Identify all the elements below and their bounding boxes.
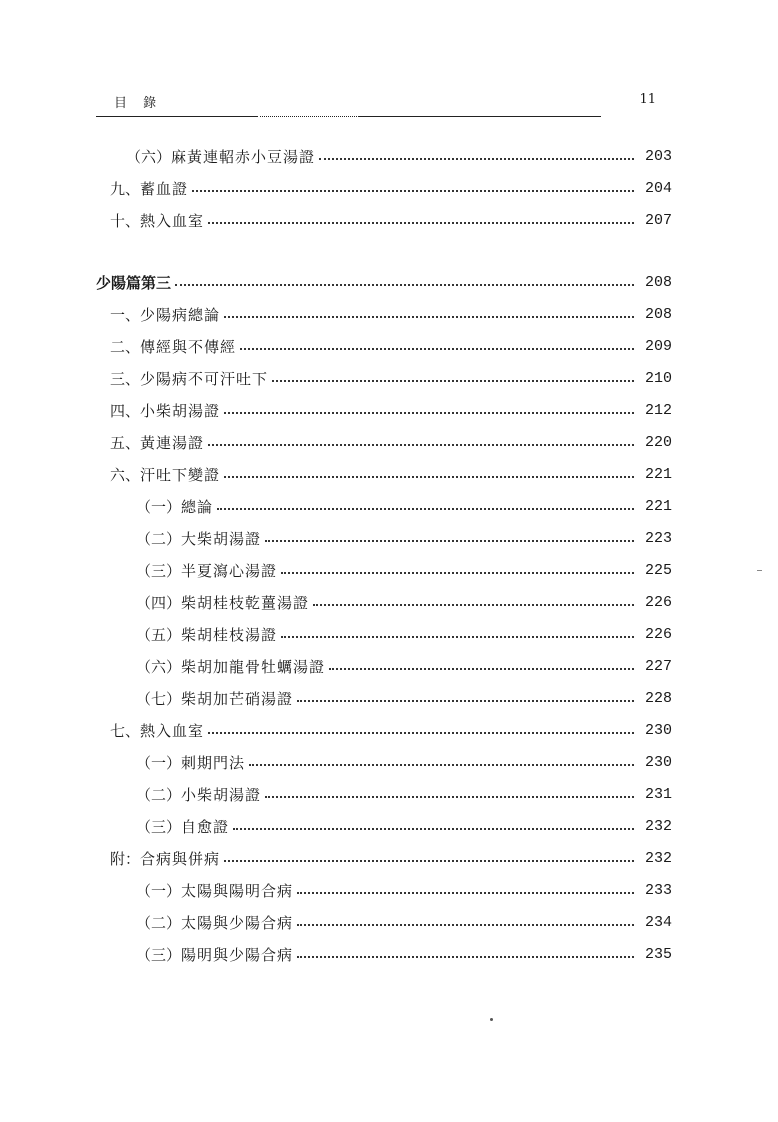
toc-entry-number: （三） [136,561,182,580]
toc-entry-page: 221 [644,465,672,483]
toc-entry-page: 231 [644,785,672,803]
toc-entry-title: 柴胡加龍骨牡蠣湯證 [181,657,326,676]
dot-leader [192,190,634,192]
toc-entry-page: 203 [644,147,672,165]
toc-entry-page: 235 [644,945,672,963]
toc-entry[interactable] [96,906,672,938]
toc-entry-page: 209 [644,337,672,355]
toc-entry-number: （六） [136,657,182,676]
toc-entry-number: 二、 [110,337,141,356]
dot-leader [233,828,634,830]
toc-entry-number: （二） [136,529,182,548]
toc-entry-number: （四） [136,593,182,612]
toc-entry-page: 232 [644,849,672,867]
toc-entry[interactable] [96,140,672,172]
table-of-contents [96,140,672,970]
toc-entry-page: 208 [644,273,672,291]
toc-entry[interactable] [96,490,672,522]
header-rule-gap [258,116,358,117]
toc-entry-number: 一、 [110,305,141,324]
dot-leader [297,892,634,894]
toc-entry[interactable] [96,650,672,682]
toc-entry-title: 大柴胡湯證 [181,529,262,548]
dot-leader [224,412,634,414]
toc-entry[interactable] [96,522,672,554]
toc-entry-number: 十、 [110,211,141,230]
toc-entry[interactable] [96,362,672,394]
dot-leader [265,540,634,542]
dot-leader [175,284,634,286]
toc-entry-number: 九、 [110,179,141,198]
dot-leader [249,764,634,766]
toc-entry-page: 208 [644,305,672,323]
toc-entry-number: 七、 [110,721,141,740]
toc-entry-page: 220 [644,433,672,451]
dot-leader [281,572,634,574]
dot-leader [224,860,634,862]
toc-entry-title: 合病與併病 [140,849,221,868]
toc-entry-page: 227 [644,657,672,675]
toc-entry-number: （一） [136,881,182,900]
toc-entry[interactable] [96,394,672,426]
toc-entry[interactable] [96,172,672,204]
running-header [96,92,666,114]
dot-leader [208,444,634,446]
toc-entry-page: 233 [644,881,672,899]
toc-entry-title: 少陽病總論 [140,305,221,324]
toc-entry-title: 汗吐下變證 [140,465,221,484]
toc-entry-number: 附： [110,849,141,868]
toc-entry-number: （一） [136,753,182,772]
toc-entry-title: 麻黃連軺赤小豆湯證 [171,147,316,166]
toc-entry-title: 太陽與陽明合病 [181,881,294,900]
toc-entry-number: （二） [136,913,182,932]
dot-leader [319,158,634,160]
toc-entry[interactable] [96,204,672,236]
toc-entry[interactable] [96,458,672,490]
toc-entry-number: （三） [136,817,182,836]
dot-leader [329,668,634,670]
dot-leader [297,700,634,702]
toc-entry-title: 柴胡桂枝湯證 [181,625,278,644]
toc-entry-page: 204 [644,179,672,197]
toc-entry[interactable] [96,938,672,970]
toc-entry[interactable] [96,330,672,362]
dot-leader [281,636,634,638]
toc-entry-page: 228 [644,689,672,707]
toc-entry-title: 柴胡加芒硝湯證 [181,689,294,708]
toc-entry-title: 刺期門法 [181,753,246,772]
dot-leader [217,508,634,510]
toc-entry-number: （五） [136,625,182,644]
toc-entry-number: 三、 [110,369,141,388]
print-speck [490,1018,493,1021]
toc-entry-page: 226 [644,625,672,643]
dot-leader [240,348,634,350]
toc-entry-title: 總論 [181,497,214,516]
toc-entry[interactable] [96,236,672,298]
toc-entry[interactable] [96,298,672,330]
toc-entry[interactable] [96,746,672,778]
toc-entry[interactable] [96,810,672,842]
toc-entry-title: 蓄血證 [140,179,189,198]
toc-entry-title: 傳經與不傳經 [140,337,237,356]
toc-entry[interactable] [96,714,672,746]
toc-entry-page: 207 [644,211,672,229]
toc-entry-page: 212 [644,401,672,419]
toc-entry-page: 221 [644,497,672,515]
toc-entry-number: （七） [136,689,182,708]
toc-entry-number: （六） [126,147,172,166]
toc-entry-title: 熱入血室 [140,721,205,740]
toc-entry[interactable] [96,682,672,714]
toc-entry-title: 太陽與少陽合病 [181,913,294,932]
dot-leader [224,316,634,318]
toc-entry-title: 熱入血室 [140,211,205,230]
toc-entry[interactable] [96,426,672,458]
toc-entry-title: 柴胡桂枝乾薑湯證 [181,593,310,612]
toc-entry[interactable] [96,554,672,586]
toc-entry-number: 六、 [110,465,141,484]
toc-entry-page: 226 [644,593,672,611]
toc-entry-page: 230 [644,753,672,771]
dot-leader [297,924,634,926]
toc-entry-title: 小柴胡湯證 [140,401,221,420]
toc-entry-number: （三） [136,945,182,964]
header-section-title: 目 錄 [114,96,163,111]
toc-entry-page: 225 [644,561,672,579]
dot-leader [272,380,634,382]
toc-entry-title: 半夏瀉心湯證 [181,561,278,580]
toc-entry[interactable] [96,586,672,618]
toc-entry-number: 四、 [110,401,141,420]
toc-entry-title: 黃連湯證 [140,433,205,452]
toc-entry-page: 234 [644,913,672,931]
toc-entry-title: 少陽篇第三 [96,273,172,292]
toc-entry-number: （二） [136,785,182,804]
toc-entry-page: 232 [644,817,672,835]
dot-leader [208,222,634,224]
print-mark [757,570,762,571]
dot-leader [297,956,634,958]
toc-entry-page: 223 [644,529,672,547]
toc-entry-title: 小柴胡湯證 [181,785,262,804]
toc-entry[interactable] [96,618,672,650]
toc-entry-number: 五、 [110,433,141,452]
toc-entry[interactable] [96,842,672,874]
toc-entry-page: 230 [644,721,672,739]
toc-entry-number: （一） [136,497,182,516]
toc-entry-page: 210 [644,369,672,387]
toc-entry-title: 自愈證 [181,817,230,836]
toc-entry-title: 陽明與少陽合病 [181,945,294,964]
toc-entry[interactable] [96,874,672,906]
toc-entry-title: 少陽病不可汗吐下 [140,369,269,388]
dot-leader [224,476,634,478]
page-number: 11 [639,92,656,107]
dot-leader [208,732,634,734]
toc-entry[interactable] [96,778,672,810]
dot-leader [313,604,634,606]
dot-leader [265,796,634,798]
